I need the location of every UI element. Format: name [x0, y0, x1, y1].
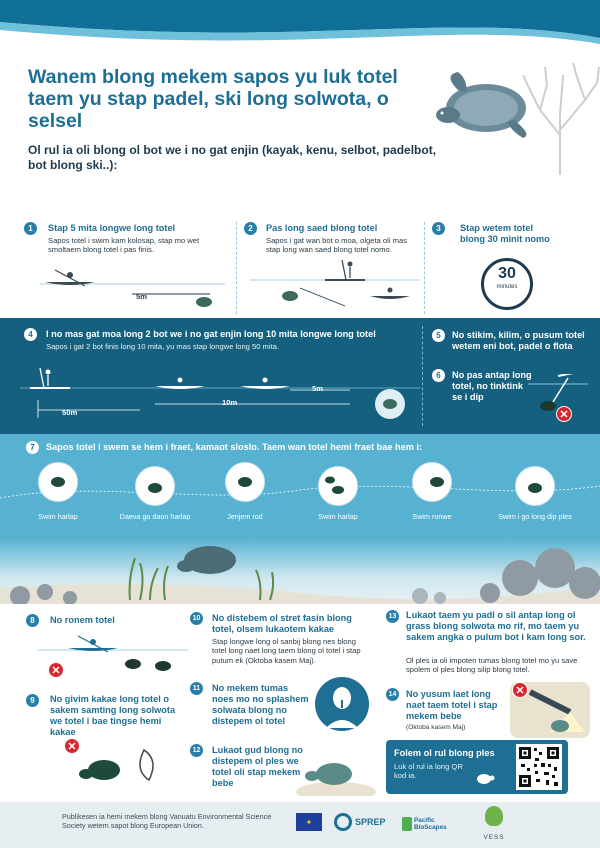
clock-value: 30 [498, 265, 516, 282]
rule-1-body: Sapos totel i swim kam kolosap, stap mo wet smoltaem blong totel i pas finis. [48, 236, 200, 255]
rule-4-number: 4 [24, 328, 37, 341]
rule-2-heading: Pas long saed blong totel [266, 223, 378, 233]
quiet-person-icon [314, 676, 370, 734]
rule-11-number: 11 [190, 682, 203, 695]
no-icon: ✕ [512, 682, 528, 698]
bioscapes-logo-mark [402, 817, 412, 831]
behaviour-label-5: Swim ronwe [412, 512, 452, 521]
rule-4-distance-10: 10m [222, 398, 238, 407]
sprep-logo [334, 810, 394, 834]
pacific-bioscapes-logo [402, 812, 466, 836]
rule-10-body: Stap longwe long ol sanbij blong nes blong totel long naet long taem blong ol totel i stap putum ek (Oktoba kasem Maj). [212, 637, 361, 665]
sprep-logo-text: SPREP [355, 817, 386, 827]
eu-flag-logo: ✦ [296, 813, 322, 831]
no-icon: ✕ [48, 662, 64, 678]
rule-4-distance-5: 5m [312, 384, 323, 393]
behaviour-label-6: Swim i go long dip ples [498, 512, 572, 521]
rule-1-heading: Stap 5 mita longwe long totel [48, 223, 176, 233]
rule-2-illustration [250, 258, 420, 314]
rule-14-heading: No yusum laet long naet taem totel i stap mekem bebe [406, 689, 498, 721]
rule-4-illustration [20, 360, 420, 426]
rule-1-number: 1 [24, 222, 37, 235]
rule-9-illustration [74, 740, 184, 790]
rule-5-number: 5 [432, 329, 445, 342]
rule-4-heading: I no mas gat moa long 2 bot we i no gat enjin long 10 mita longwe long totel [46, 329, 376, 339]
rule-14-number: 14 [386, 688, 399, 701]
rule-4-body: Sapos i gat 2 bot finis long 10 mita, yu mas stap longwe long 50 mita. [46, 342, 280, 351]
rule-2-number: 2 [244, 222, 257, 235]
divider [424, 222, 425, 314]
footer-text: Publikesen ia hemi mekem blong Vanuatu Environmental Science Society wetem sapot blong European Union. [62, 812, 272, 831]
rule-8-number: 8 [26, 614, 39, 627]
divider [236, 222, 237, 314]
behaviour-label-2: Daeva go daon harlap [119, 512, 191, 521]
behaviour-label-3: Jenjem rod [227, 512, 263, 521]
rule-1-distance: 5m [136, 292, 147, 301]
page-title: Wanem blong mekem sapos yu luk totel taem yu stap padel, ski long solwota, o selsel [28, 66, 398, 132]
no-icon: ✕ [556, 406, 572, 422]
rule-11-heading: No mekem tumas noes mo no splashem solwata blong no distepem ol totel [212, 683, 309, 726]
rule-5-heading: No stikim, kilim, o pusum totel wetem eni bot, padel o flota [452, 330, 585, 351]
qr-body: Luk ol rul ia long QR kod ia. [394, 762, 463, 781]
bioscapes-logo-text: Pacific BioScapes [414, 816, 447, 831]
rule-12-heading: Lukaot gud blong no distepem ol ples we totel oli stap mekem bebe [212, 745, 303, 788]
clock-unit: minutes [496, 284, 518, 290]
rule-13-number: 13 [386, 610, 399, 623]
divider [422, 326, 423, 426]
rule-3-heading: Stap wetem totel blong 30 minit nomo [460, 223, 550, 244]
rule-13-heading: Lukaot taem yu padl o sil antap long ol grass blong solwota mo rif, mo taem yu sakem angka o pulum bot i kam long sor. [406, 610, 586, 642]
rule-6-heading: No pas antap long totel, no tinktink se i dip [452, 370, 532, 402]
seabed-illustration [0, 538, 600, 604]
rule-9-heading: No givim kakae long totel o sakem samting long solwota we totel i bae tingse hemi kakae [50, 694, 176, 737]
rule-10-number: 10 [190, 612, 203, 625]
behaviour-turtles [0, 460, 600, 510]
top-wave [0, 0, 600, 60]
behaviour-label-4: Swim harlap [318, 512, 358, 521]
rule-1-illustration [40, 262, 225, 312]
behaviour-label-1: Swim harlap [38, 512, 78, 521]
rule-7-number: 7 [26, 441, 39, 454]
rule-12-number: 12 [190, 744, 203, 757]
turtle-illustration [428, 70, 538, 140]
rule-9-number: 9 [26, 694, 39, 707]
vess-logo-mark [485, 806, 503, 826]
qr-heading: Folem ol rul blong ples [394, 748, 495, 758]
rule-8-heading: No ronem totel [50, 615, 115, 625]
rule-4-distance-50: 50m [62, 408, 78, 417]
no-icon: ✕ [64, 738, 80, 754]
turtle-icon [472, 770, 496, 788]
page-subtitle: Ol rul ia oli blong ol bot we i no gat enjin (kayak, kenu, selbot, padelbot, bot blong ski..): [28, 143, 437, 172]
rule-2-body: Sapos i gat wan bot o moa, olgeta oli mas stap long wan saed blong totel nomo. [266, 236, 407, 255]
rule-12-illustration [296, 746, 376, 796]
vess-logo [474, 806, 514, 844]
rule-14-note: (Oktoba kasem Maj) [406, 724, 466, 731]
rule-10-heading: No distebem ol stret fasin blong totel, olsem lukaotem kakae [212, 613, 352, 634]
rule-3-number: 3 [432, 222, 445, 235]
rule-13-body: Ol ples ia oli impoten tumas blong totel mo yu save spolem ol ples blong silip blong totel. [406, 656, 578, 675]
qr-code[interactable] [516, 744, 562, 790]
rule-6-number: 6 [432, 369, 445, 382]
rule-7-heading: Sapos totel i swem se hem i fraet, kamaot sloslo. Taem wan totel hemi fraet bae hem i: [46, 442, 423, 452]
vess-logo-text: VESS [483, 834, 505, 841]
sprep-logo-mark [334, 813, 352, 831]
